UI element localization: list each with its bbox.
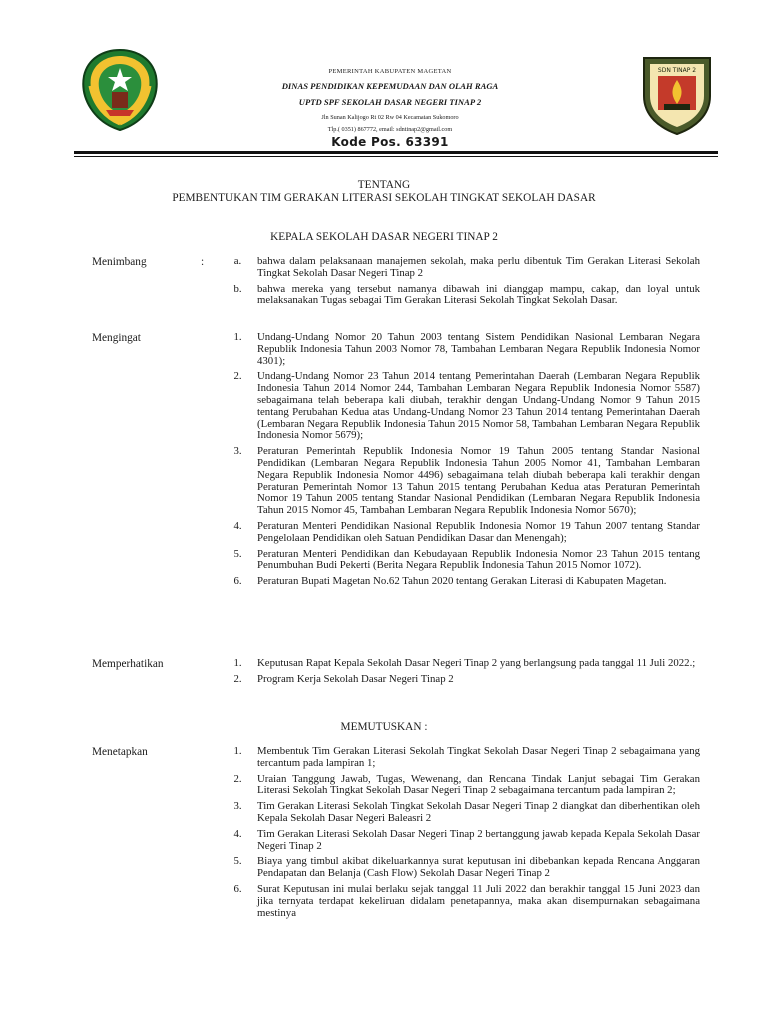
list-item <box>218 856 700 880</box>
menimbang-list <box>218 256 700 311</box>
item-text: Biaya yang timbul akibat dikeluarkannya surat keputusan ini dibebankan kepada Rencana Anggaran Pendapatan dan Belanja (Cash Flow) Sekolah Dasar Negeri Tinap 2 <box>257 855 700 880</box>
list-item <box>218 746 700 770</box>
letterhead-rule-thin <box>74 156 718 157</box>
item-text: Peraturan Pemerintah Republik Indonesia Nomor 19 Tahun 2005 tentang Standar Nasional Pendidikan (Lembaran Negara Republik Indonesia Tahun 2005 Nomor 41, Tambahan Lembaran Negara Republik Indonesia Nomor 4496) sebagaimana telah diubah beberapa kali terakhir dengan Peraturan Pemerintah Nomor 13 Tahun 2015 tentang Perubahan Kedua atas Peraturan Pemerintah Nomor 19 Tahun 2005 tentang Standar Nasional Pendidikan (Lembaran Negara Republik Indonesia Tahun 2015 Nomor 45, Tambahan Lembaran Negara Republik Indonesia Nomor 5670); <box>257 445 700 517</box>
list-item <box>218 332 700 367</box>
school-logo <box>638 52 716 136</box>
item-number: b. <box>233 282 242 295</box>
list-item <box>218 371 700 442</box>
school-contact: Tlp.( 0351) 867772, email: sdntinap2@gmail.com <box>327 126 453 133</box>
item-text: Peraturan Bupati Magetan No.62 Tahun 2020 tentang Gerakan Literasi di Kabupaten Magetan. <box>257 575 667 588</box>
item-number: a. <box>233 255 242 267</box>
item-number: 2. <box>233 772 242 785</box>
item-text: Uraian Tanggung Jawab, Tugas, Wewenang, dan Rencana Tindak Lanjut sebagai Tim Gerakan Literasi Sekolah Tingkat Sekolah Dasar Negeri Tinap 2 sebagaimana tercantum pada lampiran 2; <box>257 772 700 797</box>
section-label-menimbang: Menimbang <box>92 256 147 268</box>
list-item <box>218 284 700 308</box>
item-number: 4. <box>233 827 242 840</box>
item-number: 2. <box>233 672 242 685</box>
section-label-memperhatikan: Memperhatikan <box>92 658 164 670</box>
list-item <box>218 256 700 280</box>
title-subject: PEMBENTUKAN TIM GERAKAN LITERASI SEKOLAH TINGKAT SEKOLAH DASAR <box>172 192 596 204</box>
department-name: DINAS PENDIDIKAN KEPEMUDAAN DAN OLAH RAGA <box>281 81 499 91</box>
magetan-regency-emblem <box>76 46 164 134</box>
item-text: Peraturan Menteri Pendidikan dan Kebudayaan Republik Indonesia Nomor 23 Tahun 2015 tentang Penumbuhan Budi Pekerti (Berita Negara Republik Indonesia Tahun 2015 Nomor 1072). <box>257 547 700 572</box>
postal-code: Kode Pos. 63391 <box>331 135 449 149</box>
list-item <box>218 829 700 853</box>
section-colon: : <box>201 256 205 268</box>
title-memutuskan: MEMUTUSKAN : <box>340 721 428 733</box>
item-text: bahwa dalam pelaksanaan manajemen sekolah, maka perlu dibentuk Tim Gerakan Literasi Sekolah Tingkat Sekolah Dasar Negeri Tinap 2 <box>257 255 700 279</box>
item-text: Undang-Undang Nomor 20 Tahun 2003 tentang Sistem Pendidikan Nasional Lembaran Negara Republik Indonesia Tahun 2003 Nomor 78, Tambahan Lembaran Negara Republik Indonesia Nomor 4301); <box>257 331 700 367</box>
item-number: 4. <box>233 519 242 532</box>
section-label-menetapkan: Menetapkan <box>92 746 148 758</box>
item-text: bahwa mereka yang tersebut namanya dibawah ini dianggap mampu, cakap, dan loyal untuk melaksanakan Tugas sebagai Tim Gerakan Literasi Sekolah Tingkat Sekolah Dasar. <box>257 282 700 307</box>
item-number: 3. <box>233 800 242 813</box>
item-number: 1. <box>233 331 242 343</box>
school-name: UPTD SPF SEKOLAH DASAR NEGERI TINAP 2 <box>298 97 482 107</box>
item-text: Tim Gerakan Literasi Sekolah Dasar Negeri Tinap 2 bertanggung jawab kepada Kepala Sekolah Dasar Negeri Tinap 2 <box>257 827 700 852</box>
list-item <box>218 884 700 919</box>
item-number: 5. <box>233 547 242 560</box>
title-tentang: TENTANG <box>357 179 411 191</box>
item-number: 2. <box>233 370 242 383</box>
list-item <box>218 576 700 588</box>
svg-text:SDN TINAP 2: SDN TINAP 2 <box>657 67 697 74</box>
title-authority: KEPALA SEKOLAH DASAR NEGERI TINAP 2 <box>270 231 498 243</box>
item-text: Program Kerja Sekolah Dasar Negeri Tinap 2 <box>257 672 454 685</box>
school-address: Jln Sunan Kalijogo Rt 02 Rw 04 Kecamatan Sukomoro <box>321 114 459 121</box>
item-number: 1. <box>233 657 242 669</box>
item-text: Peraturan Menteri Pendidikan Nasional Republik Indonesia Nomor 19 Tahun 2007 tentang Standar Pengelolaan Pendidikan oleh Satuan Pendidikan Dasar dan Menengah); <box>257 519 700 544</box>
list-item <box>218 774 700 798</box>
list-item <box>218 446 700 517</box>
section-label-mengingat: Mengingat <box>92 332 141 344</box>
item-number: 6. <box>233 575 242 588</box>
list-item <box>218 521 700 545</box>
list-item <box>218 549 700 573</box>
item-number: 6. <box>233 882 242 895</box>
menetapkan-list <box>218 746 700 923</box>
list-item <box>218 658 700 670</box>
item-text: Tim Gerakan Literasi Sekolah Tingkat Sekolah Dasar Negeri Tinap 2 diangkat dan diberhentikan oleh Kepala Sekolah Dasar Negeri Baleasri 2 <box>257 800 700 824</box>
item-number: 1. <box>233 745 242 757</box>
memperhatikan-list <box>218 658 700 690</box>
letterhead-rule-thick <box>74 151 718 154</box>
item-text: Keputusan Rapat Kepala Sekolah Dasar Negeri Tinap 2 yang berlangsung pada tanggal 11 Juli 2022.; <box>257 657 696 669</box>
list-item <box>218 801 700 825</box>
list-item <box>218 674 700 686</box>
item-text: Surat Keputusan ini mulai berlaku sejak tanggal 11 Juli 2022 dan berakhir tanggal 15 Juni 2023 dan jika ternyata terdapat kekeliruan didalam penetapannya, maka akan disempurnakan sebagaimana mestinya <box>257 882 700 919</box>
letterhead <box>180 68 600 149</box>
item-text: Membentuk Tim Gerakan Literasi Sekolah Tingkat Sekolah Dasar Negeri Tinap 2 sebagaimana yang tercantum pada lampiran 1; <box>257 745 700 769</box>
item-number: 5. <box>233 855 242 868</box>
item-number: 3. <box>233 445 242 458</box>
item-text: Undang-Undang Nomor 23 Tahun 2014 tentang Pemerintahan Daerah (Lembaran Negara Republik Indonesia Tahun 2014 Nomor 244, Tambahan Lembaran Negara Republik Indonesia Nomor 5587) sebagaimana telah beberapa kali diubah, terakhir dengan Undang-Undang Nomor 9 Tahun 2015 tentang Perubahan Kedua atas Undang-Undang Nomor 23 Tahun 2014 tentang Pemerintahan Daerah (Lembaran Negara Republik Indonesia Tahun 2015 Nomor 58, Tambahan Lembaran Negara Republik Indonesia Nomor 5679); <box>257 370 700 442</box>
government-name: PEMERINTAH KABUPATEN MAGETAN <box>328 68 452 75</box>
mengingat-list <box>218 332 700 592</box>
